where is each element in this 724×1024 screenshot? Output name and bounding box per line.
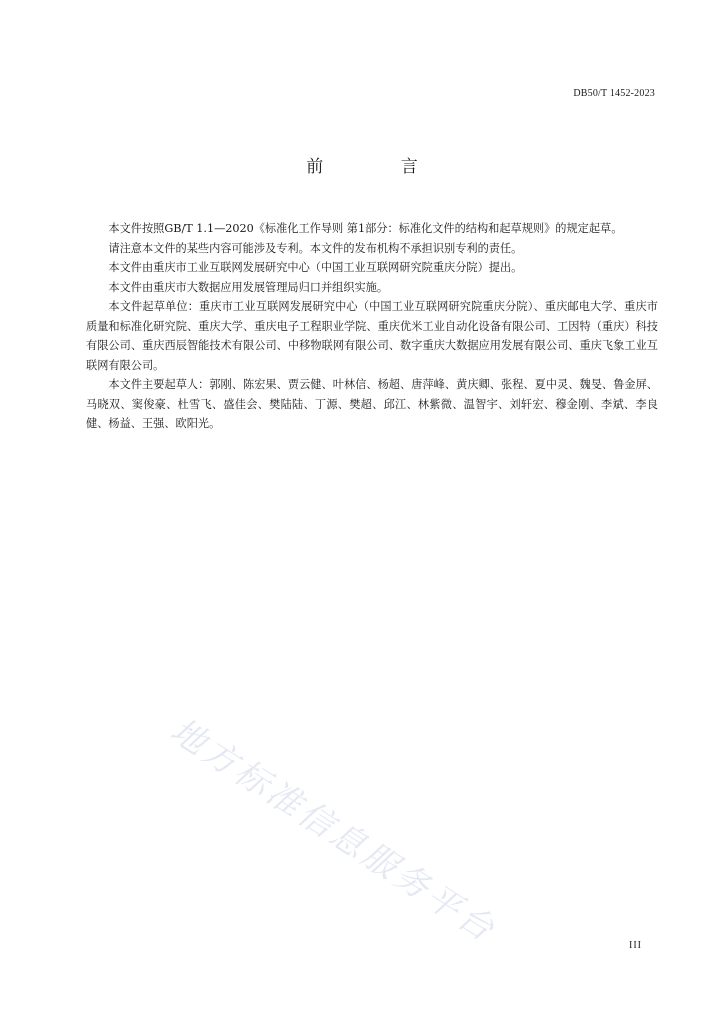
foreword-body [86, 219, 658, 434]
watermark: 地方标准信息服务平台 [163, 710, 504, 952]
paragraph-proposer: 本文件由重庆市工业互联网发展研究中心（中国工业互联网研究院重庆分院）提出。 [108, 261, 523, 274]
paragraph-drafters: 本文件主要起草人：郭刚、陈宏果、贾云健、叶林信、杨超、唐萍峰、黄庆卿、张程、夏中灵、魏旻、鲁金屏、马晓双、窦俊豪、杜雪飞、盛佳会、樊陆陆、丁源、樊超、邱江、林紫微、温智宇、刘轩宏、穆金刚、李斌、李良健、杨益、王强、欧阳光。 [86, 378, 658, 430]
paragraph-drafting-units: 本文件起草单位：重庆市工业互联网发展研究中心（中国工业互联网研究院重庆分院）、重庆邮电大学、重庆市质量和标准化研究院、重庆大学、重庆电子工程职业学院、重庆优米工业自动化设备有限公司、工因特（重庆）科技有限公司、重庆西辰智能技术有限公司、中移物联网有限公司、数字重庆大数据应用发展有限公司、重庆飞象工业互联网有限公司。 [86, 300, 658, 372]
paragraph-administrator: 本文件由重庆市大数据应用发展管理局归口并组织实施。 [108, 280, 389, 294]
paragraph-patent-notice: 请注意本文件的某些内容可能涉及专利。本文件的发布机构不承担识别专利的责任。 [108, 241, 523, 255]
page-number: III [629, 940, 642, 951]
document-code: DB50/T 1452-2023 [573, 88, 655, 99]
page-title: 前 言 [306, 157, 454, 177]
paragraph-standard-basis: 本文件按照GB/T 1.1—2020《标准化工作导则 第1部分：标准化文件的结构和起草规则》的规定起草。 [108, 222, 623, 235]
